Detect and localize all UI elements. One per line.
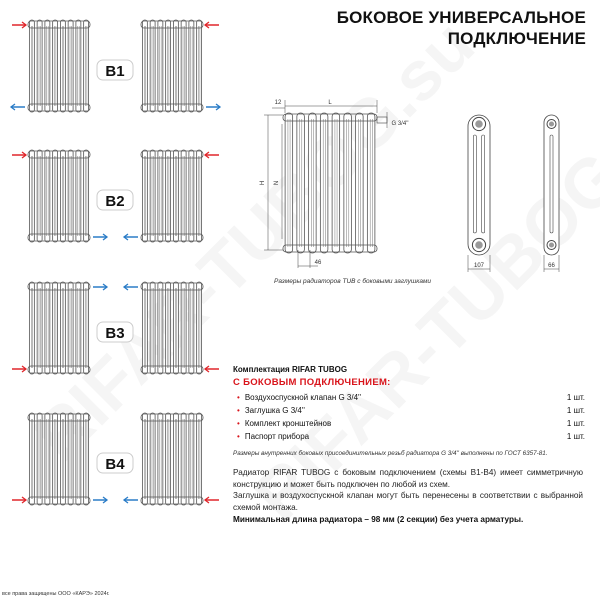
radiator-section	[53, 150, 58, 242]
radiator-section	[320, 113, 328, 253]
radiator-section	[76, 20, 81, 112]
radiator-section	[53, 20, 58, 112]
description	[233, 467, 583, 526]
scheme-label-b2	[97, 190, 133, 210]
radiator-section	[344, 113, 352, 253]
kit-item-qty: 1 шт.	[566, 419, 585, 428]
radiator-section	[37, 150, 42, 242]
flow-arrow-icon	[93, 284, 107, 290]
kit-item-name: • Воздухоспускной клапан G 3/4''	[237, 393, 361, 402]
radiator-section	[197, 150, 202, 242]
kit-item	[233, 391, 585, 404]
radiator-icon	[283, 113, 377, 253]
radiator-section	[158, 20, 163, 112]
radiator-section	[173, 150, 178, 242]
radiator-icon	[141, 20, 203, 112]
radiator-section	[166, 150, 171, 242]
radiator-section	[84, 282, 89, 374]
radiator-section	[142, 150, 147, 242]
flow-arrow-icon	[93, 234, 107, 240]
radiator-section	[166, 282, 171, 374]
radiator-section	[150, 150, 155, 242]
radiator-icon	[28, 20, 90, 112]
radiator-section	[356, 113, 364, 253]
radiator-section	[173, 413, 178, 505]
radiator-section	[45, 150, 50, 242]
flow-arrow-icon	[11, 104, 25, 110]
flow-arrow-icon	[93, 497, 107, 503]
dimension-n-label: N	[274, 180, 280, 186]
radiator-section	[181, 282, 186, 374]
radiator-section	[37, 413, 42, 505]
dimension-drawing	[260, 100, 559, 272]
radiator-section	[197, 282, 202, 374]
side-port-core	[475, 120, 482, 127]
radiator-section	[60, 282, 65, 374]
kit-heading: Комплектация RIFAR TUBOG	[233, 365, 348, 374]
radiator-section	[53, 413, 58, 505]
description-p2: Заглушка и воздухоспускной клапан могут быть перенесены в соответствии с выбранной схемой монтажа.	[233, 491, 583, 513]
radiator-section	[181, 20, 186, 112]
title-line-2: ПОДКЛЮЧЕНИЕ	[447, 29, 586, 48]
radiator-section	[173, 282, 178, 374]
dimension-l-label: L	[328, 100, 332, 106]
radiator-section	[150, 282, 155, 374]
flow-arrow-icon	[205, 152, 219, 158]
flow-arrow-icon	[124, 497, 138, 503]
side-view-3-tube-label: 107	[473, 263, 485, 269]
radiator-icon	[28, 150, 90, 242]
description-p1: Радиатор RIFAR TUBOG с боковым подключением (схемы B1-B4) имеет симметричную конструкцию и может быть подключен по любой из схем.	[233, 468, 583, 489]
flow-arrow-icon	[124, 234, 138, 240]
scheme-label-text: B3	[105, 325, 125, 342]
side-body	[544, 115, 559, 255]
scheme-label-b3	[97, 322, 133, 342]
scheme-label-text: B2	[105, 193, 125, 210]
radiator-section	[181, 150, 186, 242]
side-body	[468, 115, 490, 255]
radiator-section	[45, 282, 50, 374]
radiator-section	[60, 413, 65, 505]
kit-item	[233, 417, 585, 430]
radiator-section	[68, 150, 73, 242]
kit-item-qty: 1 шт.	[566, 393, 585, 402]
side-view-3-tube	[468, 115, 490, 255]
kit-section	[233, 365, 585, 457]
radiator-section	[150, 20, 155, 112]
flow-arrow-icon	[205, 22, 219, 28]
scheme-label-b1	[97, 60, 133, 80]
radiator-section	[150, 413, 155, 505]
radiator-section	[68, 20, 73, 112]
radiator-section	[29, 413, 34, 505]
radiator-section	[76, 282, 81, 374]
radiator-section	[285, 113, 293, 253]
radiator-section	[181, 413, 186, 505]
flow-arrow-icon	[12, 152, 26, 158]
kit-subheading: С БОКОВЫМ ПОДКЛЮЧЕНИЕМ:	[233, 377, 391, 388]
kit-item-qty: 1 шт.	[566, 406, 585, 415]
thread-fitting	[377, 117, 387, 123]
kit-item	[233, 430, 585, 443]
radiator-section	[84, 150, 89, 242]
radiator-section	[189, 150, 194, 242]
radiator-section	[29, 282, 34, 374]
radiator-section	[197, 20, 202, 112]
radiator-section	[37, 20, 42, 112]
kit-item-name: • Комплект кронштейнов	[237, 419, 331, 428]
radiator-section	[84, 413, 89, 505]
radiator-section	[76, 413, 81, 505]
radiator-section	[189, 282, 194, 374]
side-port-core	[549, 242, 554, 247]
radiator-section	[166, 413, 171, 505]
radiator-section	[29, 20, 34, 112]
flow-arrow-icon	[205, 497, 219, 503]
kit-note: Размеры внутренних боковых присоединительных резьб радиатора G 3/4'' выполнены по ГОСТ 6357-81.	[233, 450, 548, 457]
dimension-thread-label: G 3/4''	[391, 121, 409, 127]
drawing-caption: Размеры радиаторов TUB с боковыми заглушками	[274, 278, 432, 285]
radiator-section	[158, 150, 163, 242]
radiator-section	[309, 113, 317, 253]
dimension-46-label: 46	[314, 260, 322, 266]
radiator-section	[37, 282, 42, 374]
dimension-12-label: 12	[274, 100, 282, 106]
radiator-section	[68, 282, 73, 374]
kit-item	[233, 404, 585, 417]
radiator-section	[158, 282, 163, 374]
side-view-2-tube	[544, 115, 559, 255]
flow-arrow-icon	[205, 366, 219, 372]
flow-arrow-icon	[12, 366, 26, 372]
flow-arrow-icon	[124, 284, 138, 290]
radiator-section	[297, 113, 305, 253]
radiator-section	[45, 413, 50, 505]
copyright: все права защищены ООО «КАРЭ» 2024г.	[2, 591, 110, 597]
radiator-section	[45, 20, 50, 112]
radiator-section	[60, 20, 65, 112]
radiator-section	[76, 150, 81, 242]
radiator-section	[158, 413, 163, 505]
radiator-section	[142, 413, 147, 505]
radiator-icon	[28, 282, 90, 374]
radiator-icon	[28, 413, 90, 505]
scheme-label-text: B1	[105, 63, 125, 80]
title-line-1: БОКОВОЕ УНИВЕРСАЛЬНОЕ	[336, 8, 586, 27]
radiator-section	[29, 150, 34, 242]
radiator-icon	[141, 150, 203, 242]
radiator-section	[197, 413, 202, 505]
kit-item-name: • Заглушка G 3/4''	[237, 406, 305, 415]
scheme-label-text: B4	[105, 456, 125, 473]
radiator-section	[68, 413, 73, 505]
radiator-section	[189, 413, 194, 505]
dimension-h-label: H	[260, 180, 266, 186]
radiator-section	[166, 20, 171, 112]
side-view-2-tube-label: 66	[548, 263, 555, 269]
radiator-section	[60, 150, 65, 242]
description-p3: Минимальная длина радиатора – 98 мм (2 секции) без учета арматуры.	[233, 514, 524, 524]
radiator-icon	[141, 282, 203, 374]
side-port-core	[549, 121, 554, 126]
radiator-section	[142, 282, 147, 374]
radiator-section	[189, 20, 194, 112]
radiator-icon	[141, 413, 203, 505]
radiator-section	[173, 20, 178, 112]
kit-item-name: • Паспорт прибора	[237, 432, 309, 441]
flow-arrow-icon	[12, 22, 26, 28]
radiator-section	[142, 20, 147, 112]
radiator-section	[367, 113, 375, 253]
flow-arrow-icon	[206, 104, 220, 110]
radiator-section	[332, 113, 340, 253]
flow-arrow-icon	[12, 497, 26, 503]
side-port-core	[475, 241, 482, 248]
radiator-section	[53, 282, 58, 374]
radiator-section	[84, 20, 89, 112]
kit-item-qty: 1 шт.	[566, 432, 585, 441]
scheme-label-b4	[97, 453, 133, 473]
